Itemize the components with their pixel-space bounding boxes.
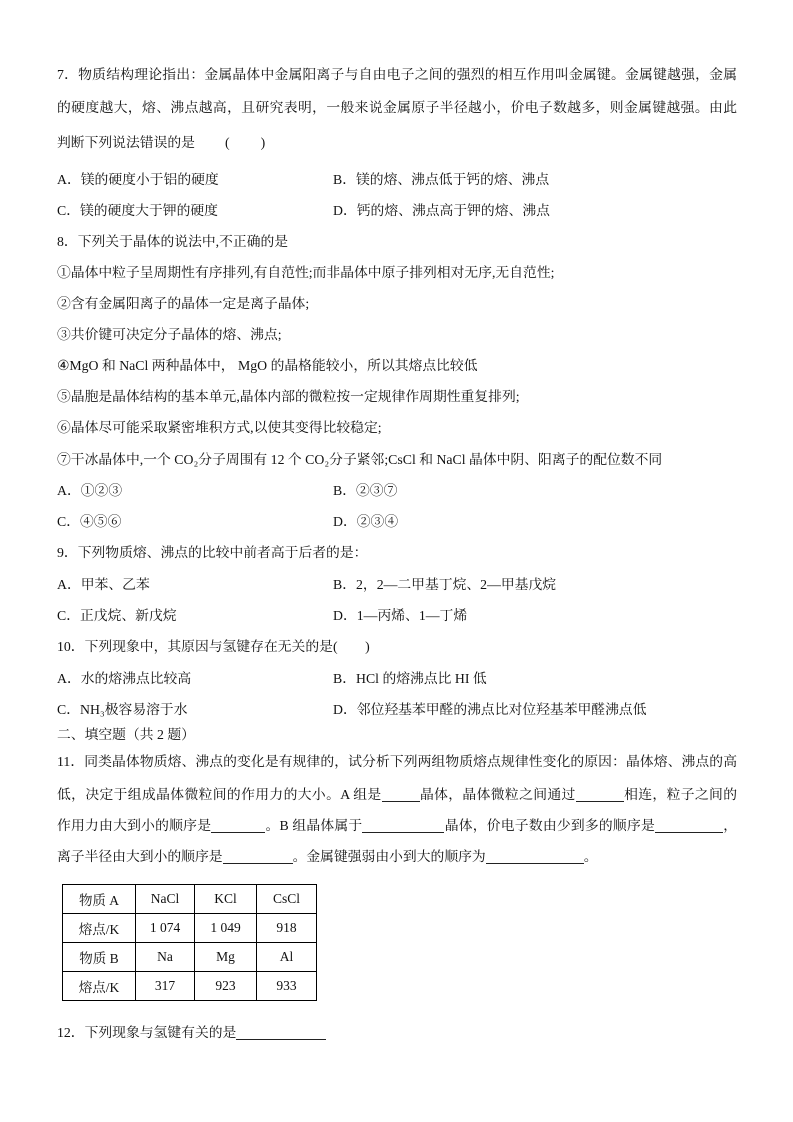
table-cell: 918 [257,914,317,943]
q8-option-d: D．②③④ [333,514,399,529]
q8-statement-1: ①晶体中粒子呈周期性有序排列,有自范性;而非晶体中原子排列相对无序,无自范性; [57,265,555,280]
table-cell: NaCl [136,885,195,914]
q8-option-c: C．④⑤⑥ [57,514,122,529]
table-cell: 317 [136,972,195,1001]
q12-stem: 12．下列现象与氢键有关的是 [57,1025,237,1040]
q7-stem-line-1: 7．物质结构理论指出：金属晶体中金属阳离子与自由电子之间的强烈的相互作用叫金属键。金属键越强，金属 [57,67,737,82]
q10-option-b: B．HCl 的熔沸点比 HI 低 [333,671,487,686]
q11-text-segment: 作用力由大到小的顺序是 [57,818,212,833]
q7-stem-line-2: 的硬度越大，熔、沸点越高，且研究表明，一般来说金属原子半径越小，价电子数越多，则金属键越强。由此 [57,100,737,115]
q7-option-c: C．镁的硬度大于钾的硬度 [57,203,218,218]
answer-blank [382,786,420,802]
q7-option-b: B．镁的熔、沸点低于钙的熔、沸点 [333,172,550,187]
table-cell: 1 049 [195,914,257,943]
answer-blank [236,1024,326,1040]
table-cell: Na [136,943,195,972]
q8-options-row-2 [57,512,398,532]
q12-stem-line [57,1023,326,1043]
q11-text-segment: 离子半径由大到小的顺序是 [57,849,223,864]
table-cell: KCl [195,885,257,914]
answer-blank [655,817,723,833]
table-row [63,972,317,1001]
q9-options-row-1 [57,575,556,595]
q8-statement-2: ②含有金属阳离子的晶体一定是离子晶体; [57,296,310,311]
q11-text-segment: 相连，粒子之间的 [623,787,737,802]
table-cell: Mg [195,943,257,972]
table-row [63,914,317,943]
q10-stem: 10．下列现象中，其原因与氢键存在无关的是 [57,639,333,654]
q8-statement-4: ④MgO 和 NaCl 两种晶体中， MgO 的晶格能较小，所以其熔点比较低 [57,358,478,373]
answer-blank [211,817,265,833]
q7-options-row-2 [57,201,550,221]
table-cell: CsCl [257,885,317,914]
q8-option-a: A．①②③ [57,483,123,498]
q11-stem-line-4 [57,847,598,867]
q11-text-segment: 。金属键强弱由小到大的顺序为 [292,849,486,864]
q7-options-row-1 [57,170,549,190]
q9-options-row-2 [57,606,467,626]
q8-statement-6: ⑥晶体尽可能采取紧密堆积方式,以使其变得比较稳定; [57,420,382,435]
q9-option-a: A．甲苯、乙苯 [57,577,150,592]
melting-point-table [62,884,317,1001]
table-cell: 物质 A [63,885,136,914]
q11-text-segment: 。 [583,849,598,864]
table-cell: Al [257,943,317,972]
q8-options-row-1 [57,481,397,501]
section-title: 二、填空题（共 2 题） [57,727,195,742]
q8-statement-3: ③共价键可决定分子晶体的熔、沸点; [57,327,282,342]
q7-answer-paren: ( ) [224,135,266,150]
table-row [63,943,317,972]
q11-text-segment: 。B 组晶体属于 [265,818,363,833]
q7-stem-text: 判断下列说法错误的是 [57,135,195,150]
table-row [63,885,317,914]
q9-option-b: B．2，2—二甲基丁烷、2—甲基戊烷 [333,577,557,592]
q8-option-b: B．②③⑦ [333,483,398,498]
q10-options-row-1 [57,669,487,689]
q11-text-segment: 低，决定于组成晶体微粒间的作用力的大小。A 组是 [57,787,382,802]
q7-option-d: D．钙的熔、沸点高于钾的熔、沸点 [333,203,550,218]
q7-stem-line-3 [57,133,265,153]
table-cell: 熔点/K [63,972,136,1001]
q11-stem-line-1: 11．同类晶体物质熔、沸点的变化是有规律的，试分析下列两组物质熔点规律性变化的原因：晶体熔、沸点的高 [57,754,737,769]
answer-blank [223,848,293,864]
table-cell: 923 [195,972,257,1001]
q11-text-segment: ， [723,818,737,833]
table-cell: 933 [257,972,317,1001]
q9-stem: 9．下列物质熔、沸点的比较中前者高于后者的是： [57,545,368,560]
q10-answer-paren: ( ) [332,639,370,654]
q10-options-row-2 [57,700,647,720]
q10-stem-line [57,637,370,657]
q9-option-c: C．正戊烷、新戊烷 [57,608,177,623]
answer-blank [486,848,584,864]
q11-text-segment: 晶体，晶体微粒之间通过 [419,787,576,802]
q11-stem-line-3 [57,816,737,836]
q8-statement-5: ⑤晶胞是晶体结构的基本单元,晶体内部的微粒按一定规律作周期性重复排列; [57,389,520,404]
q11-stem-line-2 [57,785,737,805]
q11-text-segment: 晶体，价电子数由少到多的顺序是 [444,818,655,833]
table-cell: 1 074 [136,914,195,943]
table-cell: 物质 B [63,943,136,972]
q9-option-d: D．1—丙烯、1—丁烯 [333,608,468,623]
q8-statement-7: ⑦干冰晶体中,一个 CO₂分子周围有 12 个 CO₂分子紧邻;CsCl 和 NaCl 晶体中阴、阳离子的配位数不同 [57,452,663,467]
answer-blank [362,817,444,833]
q10-option-d: D．邻位羟基苯甲醛的沸点比对位羟基苯甲醛沸点低 [333,702,647,717]
table-cell: 熔点/K [63,914,136,943]
answer-blank [576,786,624,802]
q10-option-a: A．水的熔沸点比较高 [57,671,192,686]
q10-option-c: C．NH₃极容易溶于水 [57,702,188,717]
q7-option-a: A．镁的硬度小于铝的硬度 [57,172,219,187]
q8-stem: 8．下列关于晶体的说法中,不正确的是 [57,234,289,249]
